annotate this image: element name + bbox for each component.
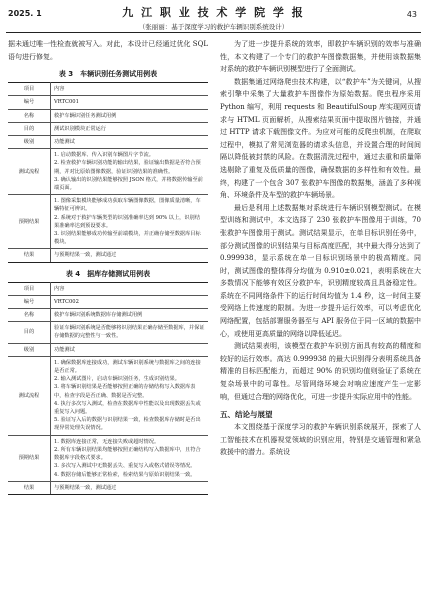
table4-body [8, 282, 208, 494]
journal-title: 九 江 职 业 技 术 学 院 学 报 [122, 6, 305, 19]
row-value: 1. 数据库连接正常，无连接失败或超时情况。 2. 所有车辆识别结果均能够按照正确结构写入数据库中，且符合数据库字段格式要求。 3. 多次写入测试中无数据丢失、重复写入或格式错误等情况。 4. 数据存储后能够正常检索，检索结果与原始识别结果一致。 [51, 435, 209, 481]
row-label: 编号 [8, 295, 51, 308]
article-running-title: （张丽丽：基于深度学习的救护车辆识别系统设计） [138, 23, 289, 31]
row-label: 级别 [8, 343, 51, 356]
table-row [8, 109, 208, 122]
row-value: VRTC002 [51, 295, 209, 308]
table-row [8, 96, 208, 109]
row-value: 与预期结果一致，测试通过 [51, 249, 209, 262]
left-column [8, 38, 208, 495]
year-issue: 2025. 1 [8, 9, 42, 18]
row-label: 项目 [8, 282, 51, 295]
row-label: 级别 [8, 136, 51, 149]
table3-body [8, 83, 208, 262]
table-row [8, 309, 208, 322]
row-label: 测试流程 [8, 149, 51, 195]
row-value: 救护车辆识别任务测试用例 [51, 109, 209, 122]
table-row [8, 322, 208, 343]
paragraph-3: 最后是利用上述数据集对系统进行车辆识别模型测试。在模型训练和测试中，本文选择了 230 张救护车图像用于训练，70 张救护车图像用于测试。测试结果显示，在单目标识别任务中，部分测试图像的识别结果与目标高度匹配，其中最大得分达到了 0.999938，显示系统在单一目标识别场景中的极高精度。同时，测试图像的整体得分均值为 0.910±0.021，表明系统在大多数情况下能够有效区分救护车，识别精度较高且具备稳定性。系统在不同网络条件下的运行时间均值为 1.4 秒，这一时间主要受网络上传速度的限制。为进一步提升运行效率，可以考虑优化网络配置，包括部署服务器至与 API 服务位于同一区域的数据中心，或使用更高质量的网络以降低延迟。 [220, 203, 421, 338]
table-row [8, 435, 208, 481]
table-row [8, 282, 208, 295]
row-label: 预期结果 [8, 435, 51, 481]
row-value: 1. 启动数据库、传入识别车辆图片字节流。 2. 检查救护车辆识别功能的输出结果，验证输出数据是否符合预期，并对比原始图像数据，验证识别结果的准确性。 3. 确认输出的识别结果能够按照 JSON 格式，并将数据传输至前端页面。 [51, 149, 209, 195]
row-label: 目的 [8, 322, 51, 343]
row-value: VRTC001 [51, 96, 209, 109]
row-label: 项目 [8, 83, 51, 96]
table-row [8, 136, 208, 149]
paragraph-5: 本文围绕基于深度学习的救护车辆识别系统展开，探索了人工智能技术在机器视觉领域的识别应用，特别是交通管理和紧急救援中的潜力。系统设 [220, 423, 421, 457]
header-center [0, 4, 427, 31]
intro-paragraph: 据未通过唯一性检查就被写入。对此，本设计已经通过优化 SQL 语句进行修复。 [8, 40, 208, 61]
table-row [8, 122, 208, 135]
row-value: 验证车辆识别系统是否能够将识别结果正确存储至数据库，并保证存储数据的完整性与一致性。 [51, 322, 209, 343]
paragraph-4: 测试结果表明，该模型在救护车识别方面具有较高的精度和较好的运行效率。高达 0.999938 的最大识别得分表明系统具备精准的目标匹配能力，而超过 90% 的识别均值则验证了系统在复杂场景中的可靠性。尽管网络环境会对响应速度产生一定影响，但通过合理的网络优化，可进一步提升实际应用中的性能。 [220, 342, 421, 401]
row-value: 测试识别模块正常运行 [51, 122, 209, 135]
row-label: 名称 [8, 109, 51, 122]
section-heading: 五、结论与展望 [220, 410, 273, 420]
row-label: 编号 [8, 96, 51, 109]
row-label: 目的 [8, 122, 51, 135]
paragraph-2: 数据集通过网络爬虫技术构建，以“救护车”为关键词，从搜索引擎中采集了大量救护车图像作为原始数据。爬虫程序采用 Python 编写，利用 requests 和 BeautifulSoup 库实现网页请求与 HTML 页面解析，从搜索结果页面中提取图片链接，并通过 HTTP 请求下载图像文件。为应对可能的反爬虫机制，在爬取过程中，模拟了常见浏览器的请求头信息，并设置合理的时间间隔以降低被封禁的风险。在数据清洗过程中，通过去重和质量筛选剔除了重复及低质量的图像，确保数据的多样性和有效性。最终，构建了一个包含 307 张救护车图像的数据集，涵盖了多种视角、环境条件及车型的救护车辆场景。 [220, 77, 421, 200]
row-value: 功能测试 [51, 136, 209, 149]
row-value: 救护车辆识别系统数据库存储测试用例 [51, 309, 209, 322]
row-value: 内容 [51, 282, 209, 295]
table4 [8, 282, 208, 495]
table-row [8, 149, 208, 195]
right-column [220, 38, 421, 459]
row-value: 与预期结果一致，测试通过 [51, 481, 209, 494]
table3-caption: 表 3 车辆识别任务测试用例表 [58, 70, 158, 79]
row-value: 内容 [51, 83, 209, 96]
row-label: 结果 [8, 481, 51, 494]
table-row [8, 249, 208, 262]
row-label: 结果 [8, 249, 51, 262]
table-row [8, 83, 208, 96]
table-row [8, 481, 208, 494]
row-value: 1. 确保数据库连接成功，测试车辆识别系统与数据库之间的连接是否正常。 2. 输入测试图片，启动车辆识别任务，生成识别结果。 3. 将车辆识别结果是否能够按照正确的存储结构写入数据库表中，检查字段是否正确、数据是否完整。 4. 执行多次写入测试，检查在数据库中性能以及出现数据丢失或重复写入问题。 5. 验证写入后的数据与识别结果一致，检查数据库存储时是否出现异常处理失误情况。 [51, 356, 209, 435]
table4-caption: 表 4 据库存储测试用例表 [65, 269, 151, 278]
table-row [8, 356, 208, 435]
table-row [8, 343, 208, 356]
row-label: 名称 [8, 309, 51, 322]
table3 [8, 82, 208, 262]
row-value: 1. 图像采集模块能够成功获取车辆图像数据，图像质量清晰，车辆特征可辨识。 2. 系统对于救护车辆类型的识别准确率达到 90% 以上，识别结果准确率达到预设要求。 3. 识别结果能够成功传输至前端模块，并正确存储至数据库目标模块。 [51, 195, 209, 249]
row-label: 预期结果 [8, 195, 51, 249]
paragraph-1: 为了进一步提升系统的效率，即救护车辆识别的效率与准确性，本文构建了一个专门的救护车图像数据集，并使用该数据集对系统的救护车辆识别模型进行了全面测试。 [220, 40, 421, 74]
table-row [8, 195, 208, 249]
row-value: 功能测试 [51, 343, 209, 356]
row-label: 测试流程 [8, 356, 51, 435]
header-rule [6, 32, 421, 33]
table-row [8, 295, 208, 308]
page-number: 43 [406, 10, 417, 19]
